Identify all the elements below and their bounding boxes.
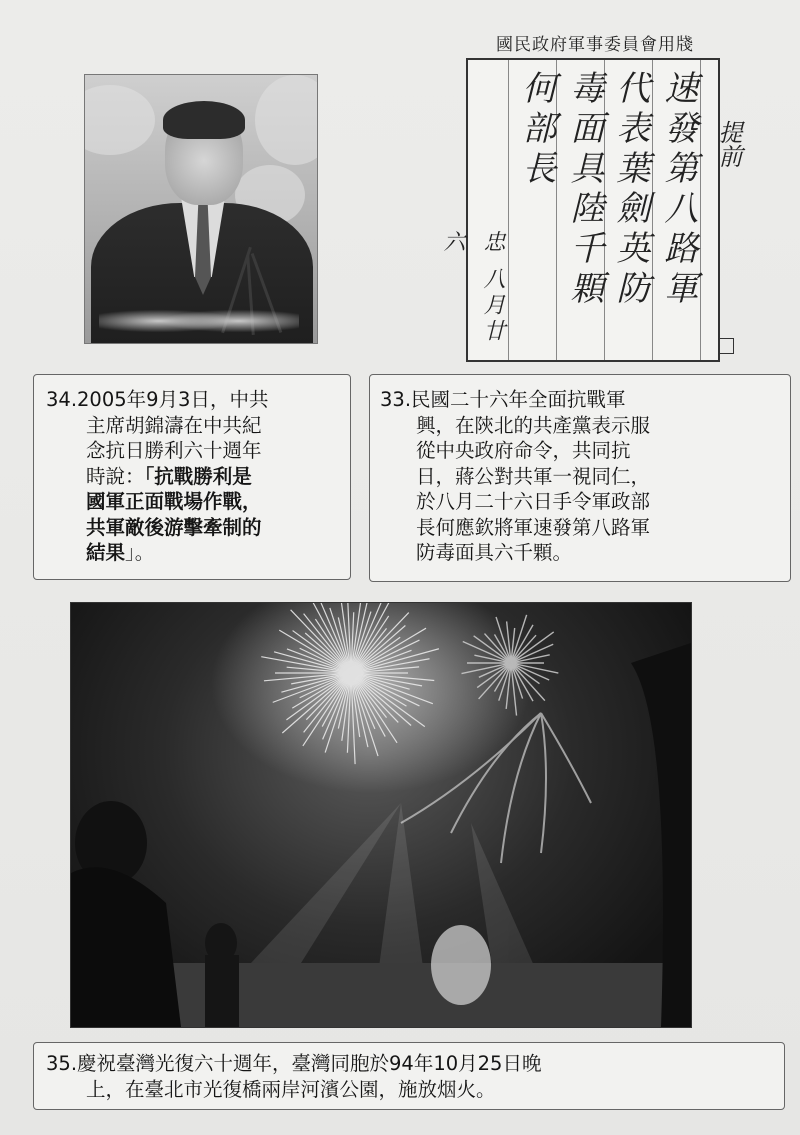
caption-34 xyxy=(33,374,351,580)
document-letterhead: 國民政府軍事委員會用牋 xyxy=(496,35,694,55)
caption-34-line: 念抗日勝利六十週年 xyxy=(86,439,262,462)
caption-33-line: 日，蔣公對共軍一視同仁， xyxy=(416,464,651,488)
caption-33-line: 從中央政府命令，共同抗 xyxy=(416,439,631,462)
caption-34-quote-close: 」。 xyxy=(125,541,155,564)
caption-34-quote-open: 「抗戰勝利是 xyxy=(144,464,252,488)
fireworks-photo xyxy=(70,602,692,1028)
handwritten-side-note: 提前 xyxy=(714,120,742,168)
caption-34-bold-line: 國軍正面戰場作戰， xyxy=(86,490,262,513)
fireworks-illustration xyxy=(71,603,691,1027)
handwritten-document xyxy=(440,58,720,362)
handwritten-line-2: 代表葉劍英防 xyxy=(610,70,650,310)
handwritten-line-1: 速發第八路軍 xyxy=(658,70,698,310)
caption-35-line: 上，在臺北市光復橋兩岸河濱公園，施放烟火。 xyxy=(86,1077,496,1101)
handwritten-line-4: 何部長 xyxy=(516,70,556,190)
caption-33-line: 長何應欽將軍速發第八路軍 xyxy=(416,515,651,539)
caption-35-line: 35.慶祝臺灣光復六十週年，臺灣同胞於94年10月25日晚 xyxy=(46,1052,542,1075)
caption-34-bold-line: 結果 xyxy=(86,541,126,564)
caption-33-line: 33.民國二十六年全面抗戰軍 xyxy=(380,388,626,411)
caption-33 xyxy=(369,374,791,582)
caption-33-line: 防毒面具六千顆。 xyxy=(416,541,573,564)
caption-34-line: 時說： xyxy=(86,464,145,488)
caption-34-bold-line: 共軍敵後游擊牽制的 xyxy=(86,515,262,539)
caption-34-line: 主席胡錦濤在中共紀 xyxy=(86,413,262,437)
document-seal-box xyxy=(718,338,734,354)
caption-34-line: 34.2005年9月3日，中共 xyxy=(46,388,269,411)
portrait-photo xyxy=(84,74,318,344)
handwritten-line-3: 毒面具陸千顆 xyxy=(564,70,604,310)
handwritten-date: 忠 八月廿六 xyxy=(440,230,505,345)
caption-33-line: 於八月二十六日手令軍政部 xyxy=(416,490,651,513)
caption-35 xyxy=(33,1042,785,1110)
caption-33-line: 興，在陝北的共產黨表示服 xyxy=(416,413,651,437)
